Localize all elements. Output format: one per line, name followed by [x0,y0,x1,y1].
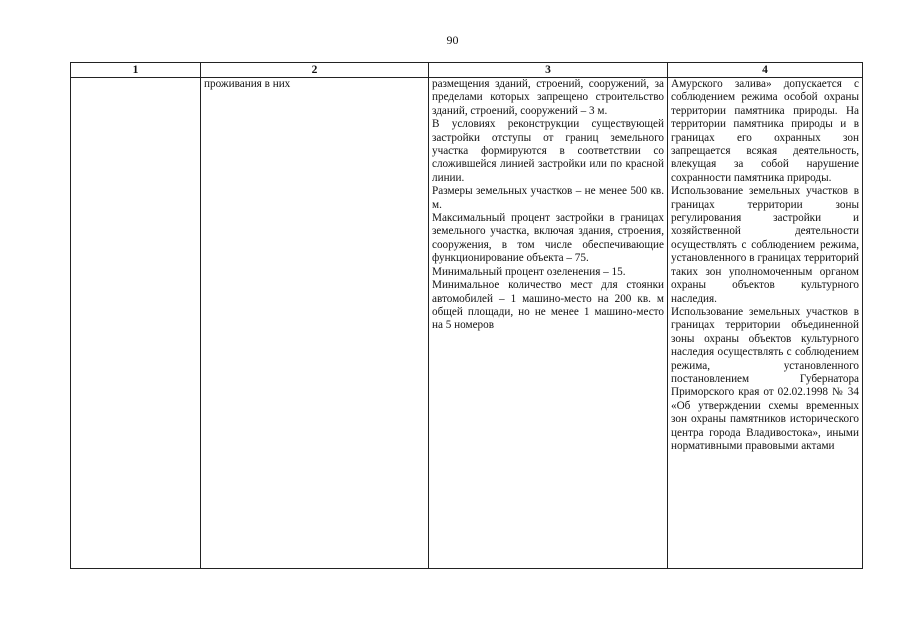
cell-paragraph: Минимальное количество мест для стоянки автомобилей – 1 машино-место на 200 кв. м общей площади, но не менее 1 машино-место на 5 номеров [432,279,664,332]
regulations-table [70,62,863,569]
cell-col-3 [429,78,668,569]
cell-col-1 [71,78,201,569]
column-header-1: 1 [71,63,201,78]
table-header-row [71,63,863,78]
cell-col-2 [201,78,429,569]
cell-paragraph: Использование земельных участков в границах территории объединенной зоны охраны объектов культурного наследия осуществлять с соблюдением режима, установленного постановлением Губернатора Приморского края от 02.02.1998 № 34 «Об утверждении схемы временных зон охраны памятников исторического центра города Владивостока», иными нормативными правовыми актами [671,305,859,452]
table-row [71,78,863,569]
column-header-2: 2 [201,63,429,78]
column-header-4: 4 [668,63,863,78]
cell-col-4 [668,78,863,569]
cell-paragraph: Минимальный процент озеленения – 15. [432,265,626,278]
column-header-3: 3 [429,63,668,78]
cell-paragraph: Размеры земельных участков – не менее 500 кв. м. [432,185,664,211]
cell-paragraph: Использование земельных участков в границах территории зоны регулирования застройки и хозяйственной деятельности осуществлять с соблюдением режима, установленного в границах территорий таких зон уполномоченным органом охраны объектов культурного наследия. [671,185,859,305]
cell-paragraph: В условиях реконструкции существующей застройки отступы от границ земельного участка формируются в соответствии со сложившейся линией застройки или по красной линии. [432,118,664,184]
cell-paragraph: Амурского залива» допускается с соблюдением режима особой охраны территории памятника природы. На территории памятника природы и в границах его охранных зон запрещается всякая деятельность, влекущая за собой нарушение сохранности памятника природы. [671,78,859,184]
cell-paragraph: размещения зданий, строений, сооружений, за пределами которых запрещено строительство зданий, строений, сооружений – 3 м. [432,78,664,117]
cell-paragraph: Максимальный процент застройки в границах земельного участка, включая здания, строения, сооружения, в том числе обеспечивающие функционирование объекта – 75. [432,212,664,265]
cell-text: проживания в них [204,78,291,90]
page-number: 90 [446,33,459,47]
